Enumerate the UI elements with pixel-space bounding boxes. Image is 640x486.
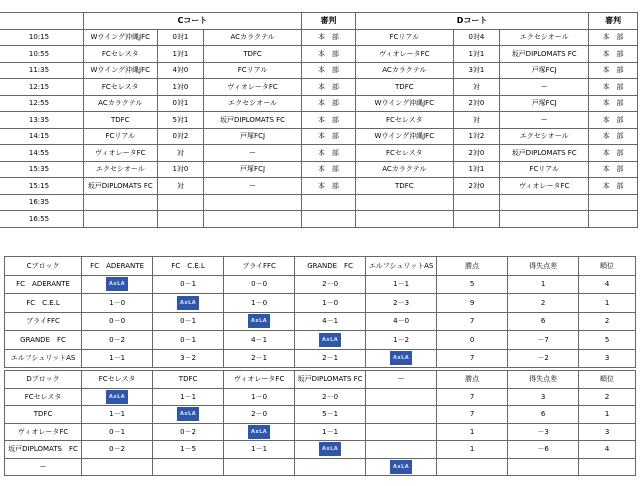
match-result-cell: 2－0 bbox=[224, 406, 295, 424]
schedule-d-away-cell: エクセシオール bbox=[500, 29, 589, 46]
schedule-d-away-cell: 戸塚FCJ bbox=[500, 62, 589, 79]
schedule-c-score-cell: 5対1 bbox=[157, 112, 204, 129]
team-name-cell: TDFC bbox=[5, 406, 82, 424]
schedule-c-score-cell: 0対1 bbox=[157, 29, 204, 46]
match-result-cell: 1－1 bbox=[366, 275, 437, 294]
schedule-header-row bbox=[0, 13, 638, 30]
schedule-row bbox=[0, 62, 638, 79]
goal-difference-cell bbox=[508, 458, 579, 476]
schedule-c-away-cell bbox=[204, 194, 302, 211]
schedule-d-home-cell: FCリアル bbox=[356, 29, 454, 46]
schedule-d-ref-cell bbox=[589, 211, 638, 228]
points-cell: 7 bbox=[437, 312, 508, 331]
standings-row bbox=[5, 349, 636, 368]
schedule-c-away-cell: ACカラクテル bbox=[204, 29, 302, 46]
match-result-cell bbox=[153, 458, 224, 476]
match-result-cell: 2－3 bbox=[366, 294, 437, 313]
schedule-d-score-cell: 3対1 bbox=[453, 62, 500, 79]
schedule-row bbox=[0, 46, 638, 63]
schedule-time-cell: 10:15 bbox=[0, 29, 83, 46]
schedule-c-away-cell: エクセシオール bbox=[204, 95, 302, 112]
schedule-d-score-cell: 2対0 bbox=[453, 145, 500, 162]
match-result-cell bbox=[366, 423, 437, 441]
self-match-logo-cell bbox=[366, 458, 437, 476]
self-match-logo-cell bbox=[366, 349, 437, 368]
schedule-d-ref-cell: 本 部 bbox=[589, 79, 638, 96]
schedule-c-score-cell bbox=[157, 194, 204, 211]
schedule-d-ref-cell: 本 部 bbox=[589, 29, 638, 46]
schedule-c-score-cell: 1対0 bbox=[157, 79, 204, 96]
schedule-c-ref-cell: 本 部 bbox=[301, 161, 355, 178]
self-match-logo-cell bbox=[82, 275, 153, 294]
standings-row bbox=[5, 275, 636, 294]
self-match-logo-cell bbox=[224, 423, 295, 441]
schedule-d-ref-cell: 本 部 bbox=[589, 178, 638, 195]
schedule-c-home-cell: FCセレスタ bbox=[83, 46, 157, 63]
schedule-c-ref-cell: 本 部 bbox=[301, 46, 355, 63]
standings-row bbox=[5, 294, 636, 313]
schedule-d-away-cell: 坂戸DIPLOMATS FC bbox=[500, 145, 589, 162]
match-result-cell: 1－1 bbox=[82, 406, 153, 424]
self-match-logo-cell bbox=[224, 312, 295, 331]
rank-cell: 3 bbox=[579, 349, 636, 368]
schedule-c-ref-cell: 本 部 bbox=[301, 62, 355, 79]
schedule-c-home-cell: Wウイング沖縄JFC bbox=[83, 62, 157, 79]
schedule-c-score-cell: 対 bbox=[157, 178, 204, 195]
points-cell: 1 bbox=[437, 423, 508, 441]
schedule-time-cell: 13:35 bbox=[0, 112, 83, 129]
c-court-header: Cコート bbox=[83, 13, 301, 30]
standings-row bbox=[5, 388, 636, 406]
d-referee-header: 審判 bbox=[589, 13, 638, 30]
rank-cell: 4 bbox=[579, 275, 636, 294]
d-court-header: Dコート bbox=[356, 13, 589, 30]
schedule-d-score-cell: 1対1 bbox=[453, 46, 500, 63]
schedule-d-home-cell: Wウイング沖縄JFC bbox=[356, 95, 454, 112]
standings-row bbox=[5, 312, 636, 331]
league-logo-icon: AxLA bbox=[248, 314, 270, 328]
d-block-header-cell: 得失点差 bbox=[508, 371, 579, 389]
schedule-d-away-cell: FCリアル bbox=[500, 161, 589, 178]
points-cell: 7 bbox=[437, 349, 508, 368]
schedule-time-cell: 15:35 bbox=[0, 161, 83, 178]
match-result-cell bbox=[82, 458, 153, 476]
schedule-c-away-cell: 戸塚FCJ bbox=[204, 161, 302, 178]
schedule-d-score-cell: 0対4 bbox=[453, 29, 500, 46]
schedule-d-away-cell bbox=[500, 194, 589, 211]
match-result-cell bbox=[224, 458, 295, 476]
schedule-c-away-cell: TDFC bbox=[204, 46, 302, 63]
goal-difference-cell: 6 bbox=[508, 312, 579, 331]
schedule-d-score-cell: 対 bbox=[453, 79, 500, 96]
schedule-c-ref-cell bbox=[301, 194, 355, 211]
match-result-cell: 0－2 bbox=[82, 441, 153, 459]
points-cell: 7 bbox=[437, 388, 508, 406]
points-cell: 0 bbox=[437, 331, 508, 350]
schedule-d-home-cell: FCセレスタ bbox=[356, 112, 454, 129]
d-block-header-cell: 順位 bbox=[579, 371, 636, 389]
schedule-c-home-cell: Wウイング沖縄JFC bbox=[83, 29, 157, 46]
team-name-cell: GRANDE FC bbox=[5, 331, 82, 350]
schedule-d-ref-cell: 本 部 bbox=[589, 62, 638, 79]
schedule-c-home-cell: エクセシオール bbox=[83, 161, 157, 178]
goal-difference-cell: 2 bbox=[508, 294, 579, 313]
rank-cell: 1 bbox=[579, 406, 636, 424]
team-name-cell: 坂戸DIPLOMATS FC bbox=[5, 441, 82, 459]
schedule-d-score-cell bbox=[453, 194, 500, 211]
self-match-logo-cell bbox=[82, 388, 153, 406]
match-result-cell: 1－1 bbox=[295, 423, 366, 441]
schedule-d-away-cell: 坂戸DIPLOMATS FC bbox=[500, 46, 589, 63]
schedule-c-home-cell bbox=[83, 211, 157, 228]
goal-difference-cell: －6 bbox=[508, 441, 579, 459]
points-cell bbox=[437, 458, 508, 476]
schedule-c-score-cell: 対 bbox=[157, 145, 204, 162]
schedule-d-ref-cell: 本 部 bbox=[589, 161, 638, 178]
c-block-header-cell: Cブロック bbox=[5, 257, 82, 276]
rank-cell bbox=[579, 458, 636, 476]
team-name-cell: FCセレスタ bbox=[5, 388, 82, 406]
points-cell: 5 bbox=[437, 275, 508, 294]
match-result-cell: 2－1 bbox=[295, 349, 366, 368]
goal-difference-cell: 6 bbox=[508, 406, 579, 424]
self-match-logo-cell bbox=[153, 294, 224, 313]
match-result-cell: 1－1 bbox=[153, 388, 224, 406]
schedule-d-away-cell: ー bbox=[500, 79, 589, 96]
schedule-d-ref-cell: 本 部 bbox=[589, 112, 638, 129]
d-block-header-cell: 勝点 bbox=[437, 371, 508, 389]
standings-row bbox=[5, 423, 636, 441]
match-result-cell: 1－0 bbox=[295, 294, 366, 313]
schedule-row bbox=[0, 29, 638, 46]
d-block-header-cell: FCセレスタ bbox=[82, 371, 153, 389]
c-block-header-row bbox=[5, 257, 636, 276]
schedule-c-ref-cell: 本 部 bbox=[301, 29, 355, 46]
rank-cell: 1 bbox=[579, 294, 636, 313]
match-result-cell bbox=[366, 406, 437, 424]
schedule-d-home-cell: ACカラクテル bbox=[356, 161, 454, 178]
match-result-cell: 4－1 bbox=[224, 331, 295, 350]
schedule-d-ref-cell: 本 部 bbox=[589, 145, 638, 162]
match-result-cell: 0－0 bbox=[224, 275, 295, 294]
c-block-header-cell: ブライFFC bbox=[224, 257, 295, 276]
match-result-cell: 0－1 bbox=[82, 423, 153, 441]
schedule-c-score-cell: 0対2 bbox=[157, 128, 204, 145]
time-header bbox=[0, 13, 83, 30]
match-result-cell: 2－0 bbox=[295, 388, 366, 406]
schedule-d-ref-cell: 本 部 bbox=[589, 128, 638, 145]
standings-row bbox=[5, 331, 636, 350]
team-name-cell: ー bbox=[5, 458, 82, 476]
self-match-logo-cell bbox=[295, 441, 366, 459]
d-block-standings-table bbox=[4, 370, 636, 476]
goal-difference-cell: 3 bbox=[508, 388, 579, 406]
schedule-c-ref-cell: 本 部 bbox=[301, 178, 355, 195]
match-result-cell: 0－1 bbox=[153, 275, 224, 294]
rank-cell: 4 bbox=[579, 441, 636, 459]
league-logo-icon: AxLA bbox=[390, 351, 412, 365]
schedule-c-score-cell bbox=[157, 211, 204, 228]
schedule-time-cell: 12:15 bbox=[0, 79, 83, 96]
schedule-d-ref-cell bbox=[589, 194, 638, 211]
rank-cell: 5 bbox=[579, 331, 636, 350]
schedule-c-ref-cell: 本 部 bbox=[301, 112, 355, 129]
schedule-c-away-cell: ヴィオレータFC bbox=[204, 79, 302, 96]
match-result-cell: 1－0 bbox=[224, 294, 295, 313]
match-result-cell: 1－5 bbox=[153, 441, 224, 459]
match-result-cell bbox=[295, 458, 366, 476]
schedule-d-home-cell: FCセレスタ bbox=[356, 145, 454, 162]
schedule-d-ref-cell: 本 部 bbox=[589, 46, 638, 63]
schedule-time-cell: 10:55 bbox=[0, 46, 83, 63]
c-block-header-cell: GRANDE FC bbox=[295, 257, 366, 276]
points-cell: 1 bbox=[437, 441, 508, 459]
match-result-cell: 1－1 bbox=[224, 441, 295, 459]
goal-difference-cell: 1 bbox=[508, 275, 579, 294]
schedule-time-cell: 14:55 bbox=[0, 145, 83, 162]
schedule-c-home-cell: FCセレスタ bbox=[83, 79, 157, 96]
self-match-logo-cell bbox=[153, 406, 224, 424]
team-name-cell: FC ADERANTE bbox=[5, 275, 82, 294]
points-cell: 9 bbox=[437, 294, 508, 313]
c-block-header-cell: 順位 bbox=[579, 257, 636, 276]
schedule-c-score-cell: 0対1 bbox=[157, 95, 204, 112]
match-result-cell: 0－2 bbox=[153, 423, 224, 441]
self-match-logo-cell bbox=[295, 331, 366, 350]
schedule-d-home-cell: TDFC bbox=[356, 79, 454, 96]
c-block-header-cell: エルフシュリットAS bbox=[366, 257, 437, 276]
schedule-c-away-cell: 坂戸DIPLOMATS FC bbox=[204, 112, 302, 129]
schedule-row bbox=[0, 95, 638, 112]
c-referee-header: 審判 bbox=[301, 13, 355, 30]
match-result-cell: 2－0 bbox=[295, 275, 366, 294]
match-result-cell: 3－2 bbox=[153, 349, 224, 368]
goal-difference-cell: －3 bbox=[508, 423, 579, 441]
match-result-cell: 0－2 bbox=[82, 331, 153, 350]
schedule-d-score-cell: 1対2 bbox=[453, 128, 500, 145]
league-logo-icon: AxLA bbox=[177, 407, 199, 421]
d-block-header-cell: TDFC bbox=[153, 371, 224, 389]
c-block-standings-table bbox=[4, 256, 636, 368]
rank-cell: 2 bbox=[579, 312, 636, 331]
match-result-cell: 4－0 bbox=[366, 312, 437, 331]
schedule-c-home-cell bbox=[83, 194, 157, 211]
schedule-time-cell: 16:35 bbox=[0, 194, 83, 211]
standings-row bbox=[5, 458, 636, 476]
c-block-header-cell: 勝点 bbox=[437, 257, 508, 276]
schedule-d-score-cell: 1対1 bbox=[453, 161, 500, 178]
match-result-cell: 1－1 bbox=[82, 349, 153, 368]
schedule-row bbox=[0, 161, 638, 178]
schedule-d-home-cell: ACカラクテル bbox=[356, 62, 454, 79]
schedule-row bbox=[0, 194, 638, 211]
schedule-c-away-cell: FCリアル bbox=[204, 62, 302, 79]
schedule-row bbox=[0, 79, 638, 96]
schedule-row bbox=[0, 211, 638, 228]
schedule-d-home-cell: TDFC bbox=[356, 178, 454, 195]
schedule-row bbox=[0, 128, 638, 145]
schedule-time-cell: 11:35 bbox=[0, 62, 83, 79]
match-result-cell bbox=[366, 441, 437, 459]
points-cell: 7 bbox=[437, 406, 508, 424]
schedule-c-home-cell: TDFC bbox=[83, 112, 157, 129]
schedule-d-away-cell bbox=[500, 211, 589, 228]
match-result-cell: 2－1 bbox=[224, 349, 295, 368]
schedule-d-away-cell: ヴィオレータFC bbox=[500, 178, 589, 195]
match-schedule-table bbox=[0, 12, 638, 228]
schedule-d-score-cell: 2対0 bbox=[453, 178, 500, 195]
league-logo-icon: AxLA bbox=[106, 277, 128, 291]
schedule-row bbox=[0, 145, 638, 162]
schedule-c-ref-cell bbox=[301, 211, 355, 228]
league-logo-icon: AxLA bbox=[319, 442, 341, 456]
match-result-cell: 4－1 bbox=[295, 312, 366, 331]
match-result-cell: 0－1 bbox=[153, 331, 224, 350]
schedule-c-away-cell bbox=[204, 211, 302, 228]
schedule-d-score-cell: 対 bbox=[453, 112, 500, 129]
goal-difference-cell: －7 bbox=[508, 331, 579, 350]
schedule-d-ref-cell: 本 部 bbox=[589, 95, 638, 112]
schedule-c-away-cell: ー bbox=[204, 178, 302, 195]
schedule-d-home-cell: ヴィオレータFC bbox=[356, 46, 454, 63]
league-logo-icon: AxLA bbox=[390, 460, 412, 474]
schedule-c-score-cell: 1対1 bbox=[157, 46, 204, 63]
c-block-header-cell: 得失点差 bbox=[508, 257, 579, 276]
league-logo-icon: AxLA bbox=[106, 390, 128, 404]
d-block-header-cell: ヴィオレータFC bbox=[224, 371, 295, 389]
schedule-c-home-cell: ACカラクテル bbox=[83, 95, 157, 112]
schedule-c-home-cell: ヴィオレータFC bbox=[83, 145, 157, 162]
rank-cell: 2 bbox=[579, 388, 636, 406]
match-result-cell: 0－1 bbox=[153, 312, 224, 331]
schedule-time-cell: 16:55 bbox=[0, 211, 83, 228]
d-block-header-cell: 坂戸DIPLOMATS FC bbox=[295, 371, 366, 389]
team-name-cell: エルフシュリットAS bbox=[5, 349, 82, 368]
c-block-header-cell: FC ADERANTE bbox=[82, 257, 153, 276]
schedule-d-home-cell: Wウイング沖縄JFC bbox=[356, 128, 454, 145]
goal-difference-cell: －2 bbox=[508, 349, 579, 368]
match-result-cell: 0－0 bbox=[82, 312, 153, 331]
schedule-c-away-cell: ー bbox=[204, 145, 302, 162]
c-block-header-cell: FC C.E.L bbox=[153, 257, 224, 276]
match-result-cell: 1－2 bbox=[366, 331, 437, 350]
schedule-row bbox=[0, 112, 638, 129]
league-logo-icon: AxLA bbox=[248, 425, 270, 439]
league-logo-icon: AxLA bbox=[319, 333, 341, 347]
match-result-cell bbox=[366, 388, 437, 406]
d-block-header-cell: ー bbox=[366, 371, 437, 389]
schedule-d-home-cell bbox=[356, 211, 454, 228]
schedule-d-score-cell bbox=[453, 211, 500, 228]
standings-row bbox=[5, 441, 636, 459]
schedule-d-home-cell bbox=[356, 194, 454, 211]
standings-row bbox=[5, 406, 636, 424]
league-logo-icon: AxLA bbox=[177, 296, 199, 310]
schedule-c-score-cell: 1対0 bbox=[157, 161, 204, 178]
schedule-time-cell: 14:15 bbox=[0, 128, 83, 145]
schedule-c-away-cell: 戸塚FCJ bbox=[204, 128, 302, 145]
schedule-d-away-cell: ー bbox=[500, 112, 589, 129]
schedule-d-score-cell: 2対0 bbox=[453, 95, 500, 112]
schedule-c-score-cell: 4対0 bbox=[157, 62, 204, 79]
schedule-row bbox=[0, 178, 638, 195]
rank-cell: 3 bbox=[579, 423, 636, 441]
team-name-cell: ブライFFC bbox=[5, 312, 82, 331]
schedule-d-away-cell: 戸塚FCJ bbox=[500, 95, 589, 112]
schedule-c-home-cell: FCリアル bbox=[83, 128, 157, 145]
schedule-time-cell: 12:55 bbox=[0, 95, 83, 112]
match-result-cell: 1－0 bbox=[82, 294, 153, 313]
schedule-time-cell: 15:15 bbox=[0, 178, 83, 195]
schedule-c-ref-cell: 本 部 bbox=[301, 145, 355, 162]
schedule-c-home-cell: 坂戸DIPLOMATS FC bbox=[83, 178, 157, 195]
team-name-cell: ヴィオレータFC bbox=[5, 423, 82, 441]
match-result-cell: 5－1 bbox=[295, 406, 366, 424]
schedule-c-ref-cell: 本 部 bbox=[301, 128, 355, 145]
match-result-cell: 1－0 bbox=[224, 388, 295, 406]
schedule-c-ref-cell: 本 部 bbox=[301, 79, 355, 96]
schedule-c-ref-cell: 本 部 bbox=[301, 95, 355, 112]
d-block-header-row bbox=[5, 371, 636, 389]
schedule-d-away-cell: エクセシオール bbox=[500, 128, 589, 145]
d-block-header-cell: Dブロック bbox=[5, 371, 82, 389]
team-name-cell: FC C.E.L bbox=[5, 294, 82, 313]
